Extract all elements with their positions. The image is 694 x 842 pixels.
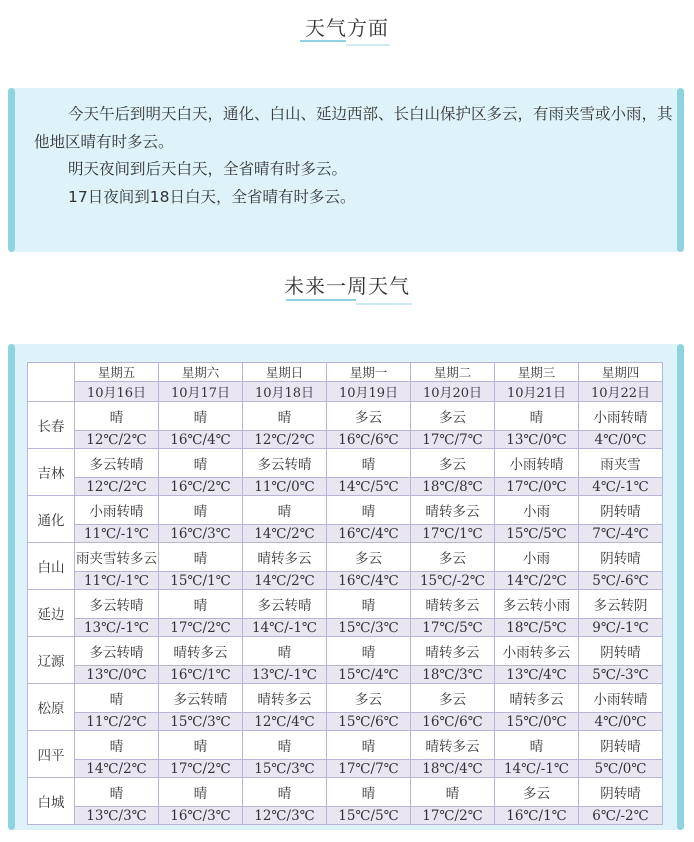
condition-cell: 小雨 [495,543,579,572]
temperature-cell: 13℃/0℃ [495,431,579,449]
temperature-cell: 16℃/6℃ [411,713,495,731]
weekday-header: 星期日 [243,363,327,382]
condition-cell: 晴转多云 [411,637,495,666]
condition-cell: 晴 [327,778,411,807]
condition-cell: 晴转多云 [243,684,327,713]
condition-cell: 晴转多云 [495,684,579,713]
condition-cell: 多云 [495,778,579,807]
condition-cell: 小雨转晴 [579,402,663,431]
box-left-bar [8,344,15,830]
condition-cell: 晴 [159,449,243,478]
table-row [28,666,663,684]
temperature-cell: 4℃/-1℃ [579,478,663,496]
city-name: 松原 [28,684,75,731]
condition-cell: 多云转晴 [159,684,243,713]
forecast-paragraph: 今天午后到明天白天，通化、白山、延边西部、长白山保护区多云，有雨夹雪或小雨，其他地区晴有时多云。 [34,105,673,151]
condition-cell: 晴 [75,684,159,713]
section-title-week: 未来一周天气 [284,274,410,298]
box-left-bar [8,88,15,252]
temperature-cell: 18℃/4℃ [411,760,495,778]
condition-cell: 晴 [243,402,327,431]
weekday-header: 星期二 [411,363,495,382]
date-header: 10月22日 [579,382,663,402]
temperature-cell: 4℃/0℃ [579,431,663,449]
condition-cell: 多云转小雨 [495,590,579,619]
temperature-cell: 16℃/6℃ [327,431,411,449]
condition-cell: 晴 [327,637,411,666]
temperature-cell: 18℃/8℃ [411,478,495,496]
weekday-header: 星期三 [495,363,579,382]
box-right-bar [677,344,684,830]
table-row [28,778,663,807]
temperature-cell: 14℃/2℃ [75,760,159,778]
condition-cell: 晴 [327,590,411,619]
condition-cell: 雨夹雪转多云 [75,543,159,572]
temperature-cell: 12℃/2℃ [75,478,159,496]
condition-cell: 多云转阴 [579,590,663,619]
forecast-text [34,101,674,211]
temperature-cell: 18℃/3℃ [411,666,495,684]
condition-cell: 晴转多云 [159,637,243,666]
temperature-cell: 14℃/2℃ [243,572,327,590]
temperature-cell: 15℃/-2℃ [411,572,495,590]
condition-cell: 多云转晴 [75,590,159,619]
condition-cell: 多云转晴 [75,449,159,478]
temperature-cell: 16℃/4℃ [327,525,411,543]
temperature-cell: 15℃/1℃ [159,572,243,590]
temperature-cell: 11℃/0℃ [243,478,327,496]
condition-cell: 晴转多云 [411,496,495,525]
condition-cell: 多云转晴 [75,637,159,666]
condition-cell: 晴 [327,449,411,478]
date-header: 10月18日 [243,382,327,402]
condition-cell: 晴 [327,731,411,760]
temperature-cell: 15℃/0℃ [495,713,579,731]
condition-cell: 阴转晴 [579,496,663,525]
temperature-cell: 12℃/4℃ [243,713,327,731]
temperature-cell: 15℃/6℃ [327,713,411,731]
condition-cell: 多云 [327,543,411,572]
temperature-cell: 16℃/2℃ [159,478,243,496]
condition-cell: 雨夹雪 [579,449,663,478]
table-corner [28,363,75,402]
date-header: 10月19日 [327,382,411,402]
weekday-header: 星期六 [159,363,243,382]
table-row [28,807,663,825]
temperature-cell: 5℃/0℃ [579,760,663,778]
condition-cell: 晴 [159,543,243,572]
table-row [28,525,663,543]
date-header: 10月16日 [75,382,159,402]
condition-cell: 晴 [495,402,579,431]
title-underline [300,40,346,42]
condition-cell: 晴 [159,496,243,525]
condition-cell: 晴 [159,402,243,431]
temperature-cell: 17℃/7℃ [327,760,411,778]
table-row [28,731,663,760]
temperature-cell: 17℃/2℃ [411,807,495,825]
temperature-cell: 13℃/-1℃ [243,666,327,684]
temperature-cell: 15℃/3℃ [159,713,243,731]
temperature-cell: 17℃/7℃ [411,431,495,449]
condition-cell: 多云 [411,684,495,713]
condition-cell: 晴 [495,731,579,760]
temperature-cell: 11℃/2℃ [75,713,159,731]
condition-cell: 多云转晴 [243,590,327,619]
condition-cell: 小雨转晴 [75,496,159,525]
temperature-cell: 17℃/2℃ [159,760,243,778]
condition-cell: 小雨转晴 [579,684,663,713]
table-row [28,496,663,525]
condition-cell: 晴 [411,778,495,807]
temperature-cell: 7℃/-4℃ [579,525,663,543]
temperature-cell: 16℃/3℃ [159,525,243,543]
date-header: 10月17日 [159,382,243,402]
condition-cell: 晴 [159,778,243,807]
condition-cell: 晴 [75,731,159,760]
temperature-cell: 15℃/5℃ [495,525,579,543]
temperature-cell: 16℃/1℃ [159,666,243,684]
city-name: 吉林 [28,449,75,496]
temperature-cell: 17℃/0℃ [495,478,579,496]
condition-cell: 阴转晴 [579,731,663,760]
temperature-cell: 13℃/-1℃ [75,619,159,637]
forecast-paragraph: 17日夜间到18日白天，全省晴有时多云。 [68,187,356,206]
condition-cell: 晴转多云 [411,590,495,619]
weekday-header: 星期五 [75,363,159,382]
temperature-cell: 14℃/2℃ [495,572,579,590]
condition-cell: 多云 [327,684,411,713]
date-header: 10月21日 [495,382,579,402]
condition-cell: 晴 [243,731,327,760]
temperature-cell: 13℃/4℃ [495,666,579,684]
condition-cell: 多云 [411,449,495,478]
table-row [28,402,663,431]
city-name: 白城 [28,778,75,825]
city-name: 通化 [28,496,75,543]
table-row [28,637,663,666]
condition-cell: 多云 [411,543,495,572]
condition-cell: 晴 [243,778,327,807]
title-underline-light [346,44,390,46]
condition-cell: 小雨 [495,496,579,525]
title-underline [286,299,356,301]
condition-cell: 晴转多云 [243,543,327,572]
header-date-row [28,382,663,402]
table-row [28,684,663,713]
city-name: 延边 [28,590,75,637]
temperature-cell: 12℃/3℃ [243,807,327,825]
condition-cell: 多云转晴 [243,449,327,478]
table-row [28,543,663,572]
condition-cell: 阴转晴 [579,778,663,807]
weekday-header: 星期四 [579,363,663,382]
city-name: 白山 [28,543,75,590]
temperature-cell: 18℃/5℃ [495,619,579,637]
temperature-cell: 14℃/-1℃ [495,760,579,778]
condition-cell: 多云 [327,402,411,431]
weekday-header: 星期一 [327,363,411,382]
temperature-cell: 13℃/0℃ [75,666,159,684]
condition-cell: 晴转多云 [411,731,495,760]
forecast-paragraph: 明天夜间到后天白天，全省晴有时多云。 [68,160,348,178]
temperature-cell: 17℃/2℃ [159,619,243,637]
table-row [28,478,663,496]
title-underline-light [356,303,412,305]
section-title-weather: 天气方面 [305,16,389,40]
table-row [28,590,663,619]
city-name: 辽源 [28,637,75,684]
temperature-cell: 4℃/0℃ [579,713,663,731]
temperature-cell: 11℃/-1℃ [75,525,159,543]
table-row [28,449,663,478]
table-row [28,572,663,590]
temperature-cell: 11℃/-1℃ [75,572,159,590]
condition-cell: 小雨转晴 [495,449,579,478]
temperature-cell: 13℃/3℃ [75,807,159,825]
condition-cell: 晴 [159,590,243,619]
temperature-cell: 16℃/4℃ [159,431,243,449]
city-name: 四平 [28,731,75,778]
condition-cell: 晴 [243,496,327,525]
temperature-cell: 16℃/4℃ [327,572,411,590]
temperature-cell: 16℃/3℃ [159,807,243,825]
condition-cell: 晴 [159,731,243,760]
temperature-cell: 14℃/2℃ [243,525,327,543]
temperature-cell: 12℃/2℃ [75,431,159,449]
condition-cell: 晴 [75,778,159,807]
temperature-cell: 16℃/1℃ [495,807,579,825]
temperature-cell: 5℃/-3℃ [579,666,663,684]
temperature-cell: 9℃/-1℃ [579,619,663,637]
temperature-cell: 6℃/-2℃ [579,807,663,825]
condition-cell: 晴 [75,402,159,431]
condition-cell: 晴 [327,496,411,525]
temperature-cell: 5℃/-6℃ [579,572,663,590]
condition-cell: 小雨转多云 [495,637,579,666]
condition-cell: 阴转晴 [579,543,663,572]
temperature-cell: 12℃/2℃ [243,431,327,449]
condition-cell: 阴转晴 [579,637,663,666]
temperature-cell: 15℃/5℃ [327,807,411,825]
box-right-bar [677,88,684,252]
forecast-text-box [8,88,684,252]
date-header: 10月20日 [411,382,495,402]
table-row [28,619,663,637]
temperature-cell: 15℃/3℃ [243,760,327,778]
temperature-cell: 14℃/-1℃ [243,619,327,637]
temperature-cell: 15℃/4℃ [327,666,411,684]
weekly-weather-table [27,362,663,825]
temperature-cell: 17℃/1℃ [411,525,495,543]
table-row [28,760,663,778]
temperature-cell: 14℃/5℃ [327,478,411,496]
temperature-cell: 17℃/5℃ [411,619,495,637]
city-name: 长春 [28,402,75,449]
condition-cell: 晴 [243,637,327,666]
condition-cell: 多云 [411,402,495,431]
header-weekday-row [28,363,663,382]
temperature-cell: 15℃/3℃ [327,619,411,637]
table-row [28,431,663,449]
table-row [28,713,663,731]
